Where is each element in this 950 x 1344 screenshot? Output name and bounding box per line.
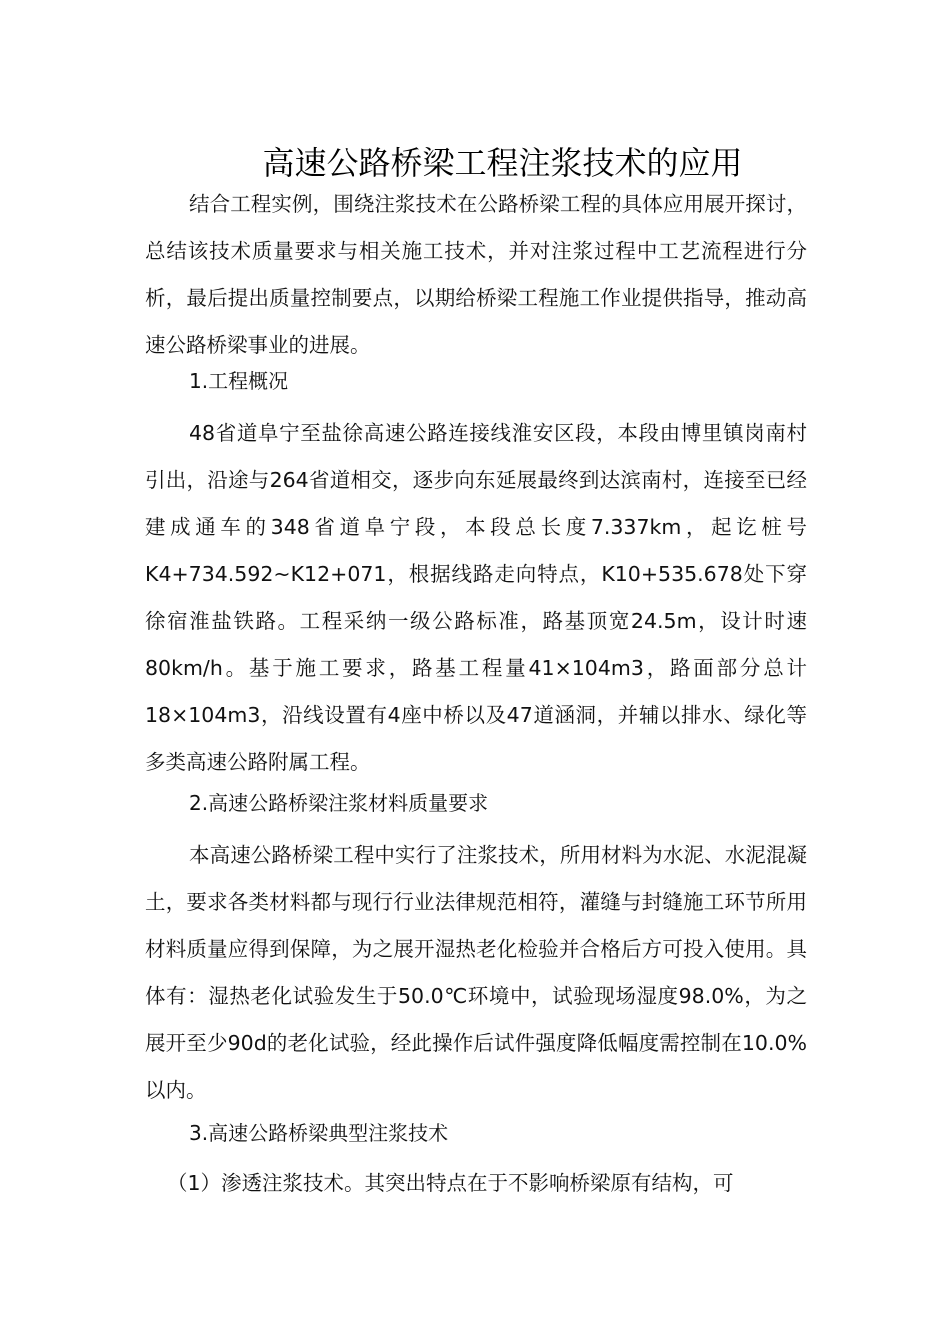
section-heading-overview: 1.工程概况 bbox=[189, 369, 289, 393]
intro-paragraph: 结合工程实例，围绕注浆技术在公路桥梁工程的具体应用展开探讨，总结该技术质量要求与相关施工技术，并对注浆过程中工艺流程进行分析，最后提出质量控制要点，以期给桥梁工程施工作业提供指导，推动高速公路桥梁事业的进展。 bbox=[145, 192, 807, 357]
section-material-quality-paragraph: 本高速公路桥梁工程中实行了注浆技术，所用材料为水泥、水泥混凝土，要求各类材料都与现行行业法律规范相符，灌缝与封缝施工环节所用材料质量应得到保障，为之展开湿热老化检验并合格后方可投入使用。具体有：湿热老化试验发生于50.0℃环境中，试验现场湿度98.0%，为之展开至少90d的老化试验，经此操作后试件强度降低幅度需控制在10.0%以内。 bbox=[145, 843, 807, 1102]
section-overview-paragraph: 48省道阜宁至盐徐高速公路连接线淮安区段，本段由博里镇岗南村引出，沿途与264省道相交，逐步向东延展最终到达滨南村，连接至已经建成通车的348省道阜宁段，本段总长度7.337km，起讫桩号K4+734.592~K12+071，根据线路走向特点，K10+535.678处下穿徐宿淮盐铁路。工程采纳一级公路标准，路基顶宽24.5m，设计时速80km/h。基于施工要求，路基工程量41×104m3，路面部分总计18×104m3，沿线设置有4座中桥以及47道涵洞，并辅以排水、绿化等多类高速公路附属工程。 bbox=[145, 421, 807, 774]
section-heading-material-quality: 2.高速公路桥梁注浆材料质量要求 bbox=[189, 791, 489, 815]
document-title: 高速公路桥梁工程注浆技术的应用 bbox=[262, 144, 743, 183]
section-heading-grouting-techniques: 3.高速公路桥梁典型注浆技术 bbox=[189, 1121, 449, 1145]
section-grouting-item-1: （1）渗透注浆技术。其突出特点在于不影响桥梁原有结构，可 bbox=[167, 1171, 734, 1195]
